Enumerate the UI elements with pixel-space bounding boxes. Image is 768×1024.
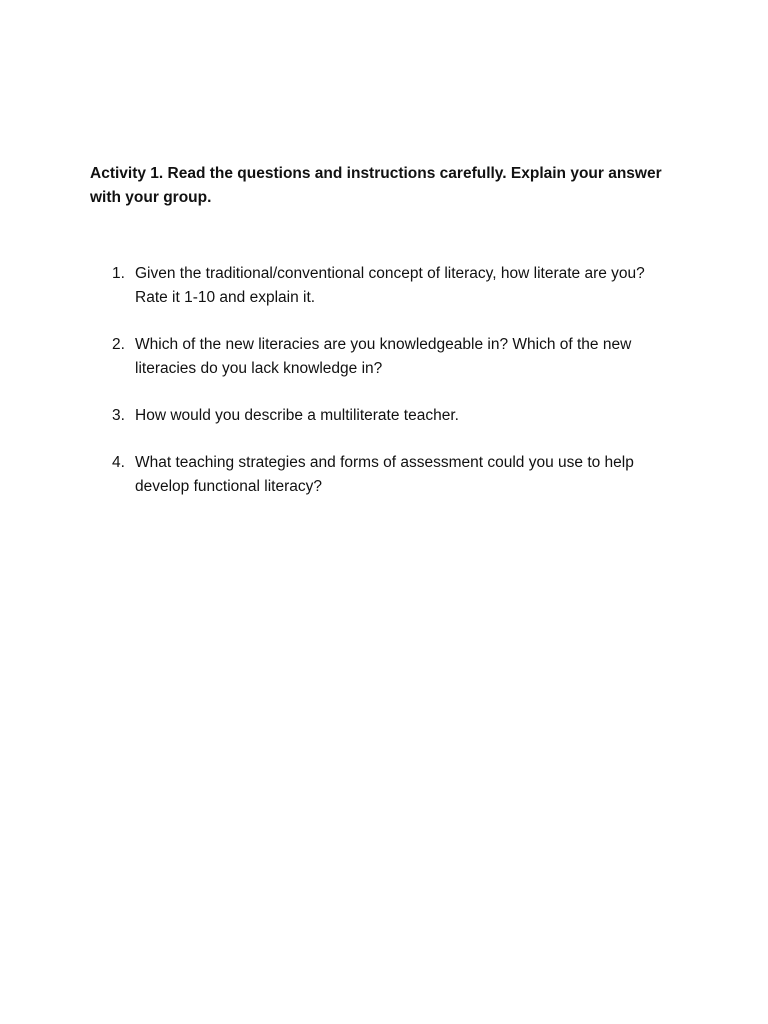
question-text: Which of the new literacies are you knowledgeable in? Which of the new literacies do you lack knowledge in? — [135, 336, 632, 377]
question-item — [90, 404, 670, 428]
question-list — [90, 262, 678, 499]
question-number: 4. — [112, 454, 125, 471]
activity-heading: Activity 1. Read the questions and instructions carefully. Explain your answer with your group. — [90, 165, 662, 206]
question-text: How would you describe a multiliterate teacher. — [135, 407, 459, 424]
question-item — [90, 262, 670, 310]
question-item — [90, 451, 670, 499]
question-number: 2. — [112, 336, 125, 353]
question-text: What teaching strategies and forms of assessment could you use to help develop functional literacy? — [135, 454, 634, 495]
question-item — [90, 333, 670, 381]
question-text: Given the traditional/conventional concept of literacy, how literate are you? Rate it 1-10 and explain it. — [135, 265, 645, 306]
question-number: 3. — [112, 407, 125, 424]
question-number: 1. — [112, 265, 125, 282]
